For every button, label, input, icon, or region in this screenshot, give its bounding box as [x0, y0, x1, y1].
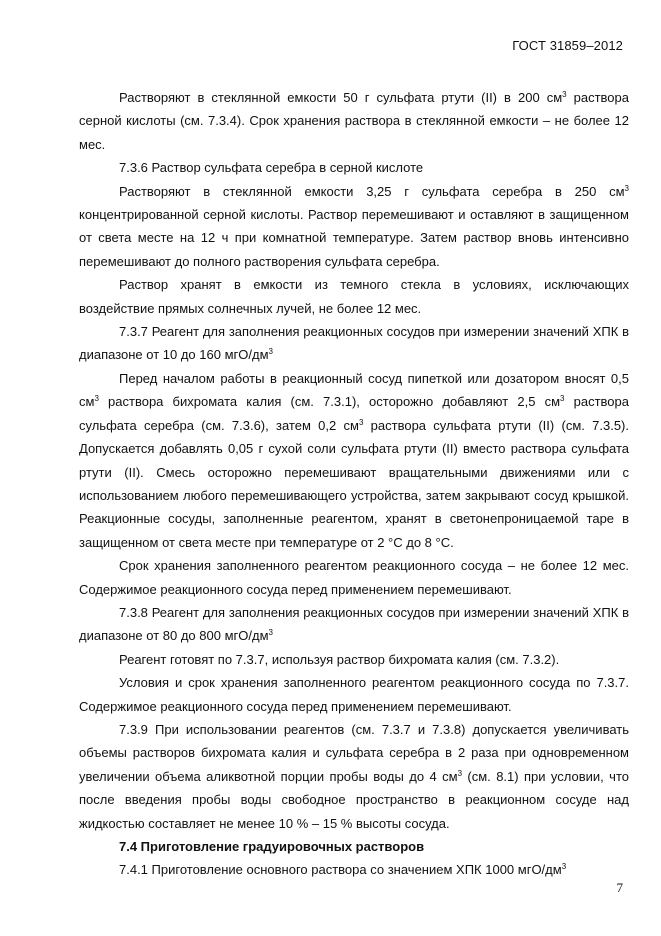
section-heading-7-3-7: 7.3.7 Реагент для заполнения реакционных сосудов при измерении значений ХПК в диапазоне от 10 до 160 мгО/$дм^3$	[79, 324, 629, 363]
paragraph-silver-sulfate-preparation: Растворяют в стеклянной емкости 3,25 г сульфата серебра в 250 $см^3$ концентрированной серной кислоты. Раствор перемешивают и оставляют в защищенном от света месте на 12 ч при комнатной температуре. Затем раствор вновь интенсивно перемешивают до полного растворения сульфата серебра.	[79, 183, 629, 269]
paragraph-storage-conditions-ref: Условия и срок хранения заполненного реагентом реакционного сосуда по 7.3.7. Содержимое реакционного сосуда перед применением перемешивают.	[79, 675, 629, 714]
section-heading-7-4: 7.4 Приготовление градуировочных растворов	[119, 839, 425, 854]
section-heading-7-4-1: 7.4.1 Приготовление основного раствора со значением ХПК 1000 мгО/$дм^3$	[119, 862, 567, 878]
document-body	[79, 86, 629, 882]
paragraph-silver-sulfate-storage: Раствор хранят в емкости из темного стекла в условиях, исключающих воздействие прямых солнечных лучей, не более 12 мес.	[79, 277, 629, 316]
paragraph-mercury-sulfate-solution: Растворяют в стеклянной емкости 50 г сульфата ртути (II) в 200 $см^3$ раствора серной кислоты (см. 7.3.4). Срок хранения раствора в стеклянной емкости – не более 12 мес.	[79, 90, 629, 152]
standard-code-header: ГОСТ 31859–2012	[512, 38, 623, 53]
page-number: 7	[616, 880, 623, 895]
section-heading-7-3-8: 7.3.8 Реагент для заполнения реакционных сосудов при измерении значений ХПК в диапазоне от 80 до 800 мгО/$дм^3$	[79, 604, 629, 644]
paragraph-7-3-9-volume-increase: 7.3.9 При использовании реагентов (см. 7.3.7 и 7.3.8) допускается увеличивать объемы растворов бихромата калия и сульфата серебра в 2 раза при одновременном увеличении объема аликвотной порции пробы воды до 4 $см^3$ (см. 8.1) при условии, что после введения пробы воды свободное пространство в реакционном сосуде над жидкостью составляет не менее 10 % – 15 % высоты сосуда.	[79, 721, 629, 831]
paragraph-reagent-filling-procedure: Перед началом работы в реакционный сосуд пипеткой или дозатором вносят 0,5 $см^3$ раствора бихромата калия (см. 7.3.1), осторожно добавляют 2,5 $см^3$ раствора сульфата серебра (см. 7.3.6), затем 0,2 $см^3$ раствора сульфата ртути (II) (см. 7.3.5). Допускается добавлять 0,05 г сухой соли сульфата ртути (II) вместо раствора сульфата ртути (II). Смесь осторожно перемешивают вращательными движениями или с использованием любого перемешивающего устройства, затем закрывают сосуд крышкой. Реакционные сосуды, заполненные реагентом, хранят в светонепроницаемой таре в защищенном от света месте при температуре от 2 °С до 8 °С.	[79, 370, 629, 550]
section-heading-7-3-6: 7.3.6 Раствор сульфата серебра в серной кислоте	[119, 160, 424, 176]
paragraph-reagent-preparation-ref: Реагент готовят по 7.3.7, используя раствор бихромата калия (см. 7.3.2).	[119, 651, 560, 667]
paragraph-reagent-shelf-life: Срок хранения заполненного реагентом реакционного сосуда – не более 12 мес. Содержимое реакционного сосуда перед применением перемешивают.	[79, 558, 629, 597]
